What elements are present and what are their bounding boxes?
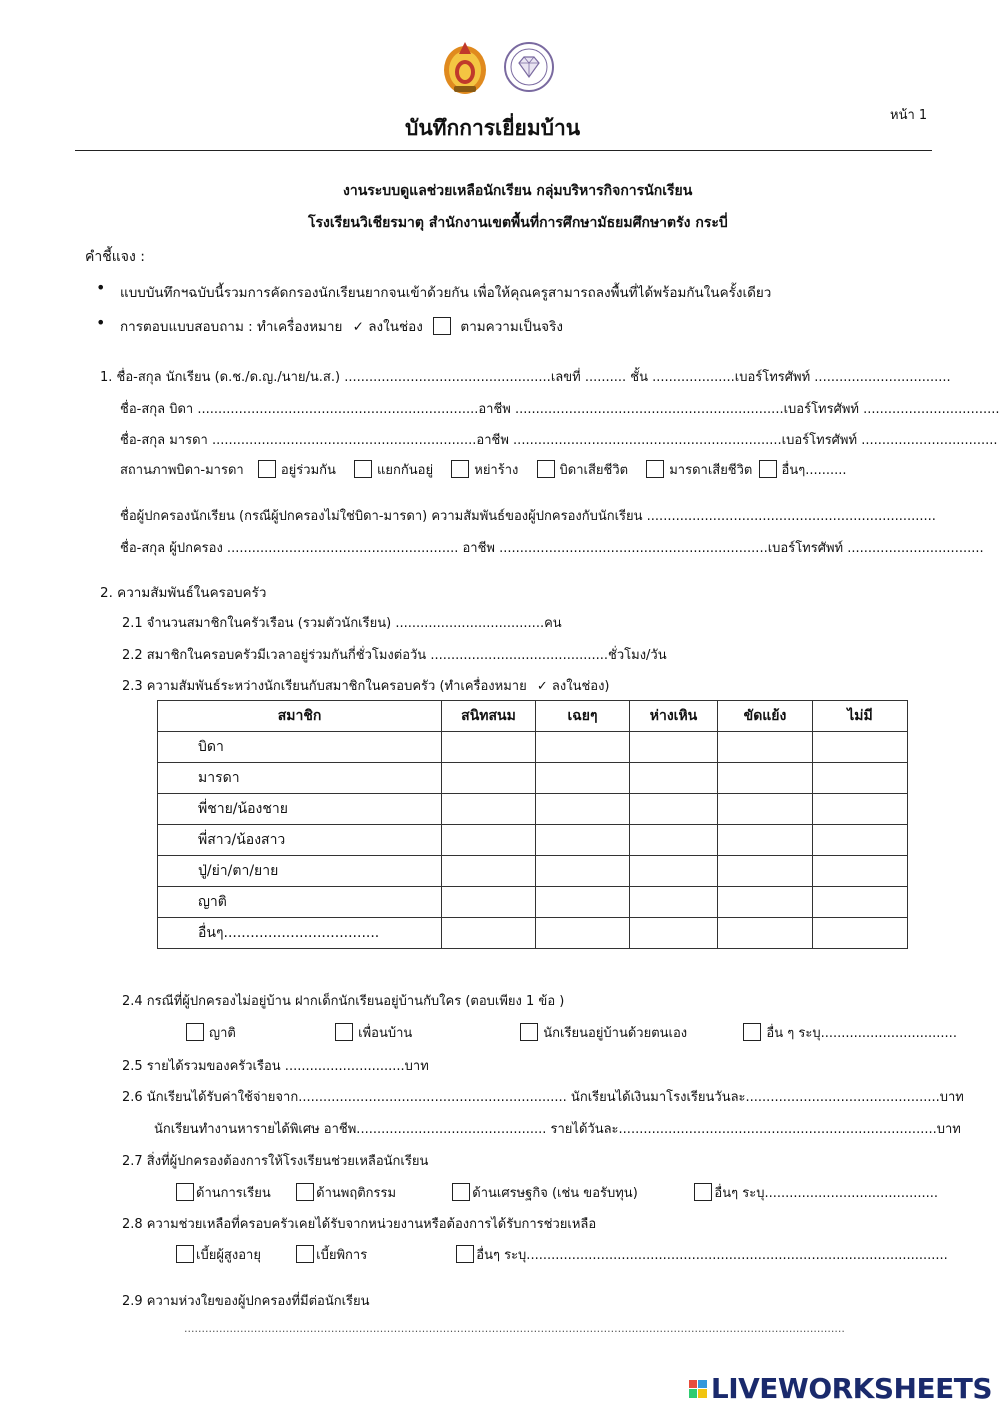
help-checkbox[interactable]	[694, 1183, 712, 1201]
status-option: อยู่ร่วมกัน	[280, 463, 336, 478]
household-income-row[interactable]: 2.5 รายได้รวมของครัวเรือน .............................บาท	[122, 1059, 429, 1074]
caretaker-option: เพื่อนบ้าน	[358, 1026, 413, 1041]
caretaker-checkbox[interactable]	[335, 1023, 353, 1041]
relationship-table	[157, 700, 908, 949]
guardian-relation-row[interactable]: ชื่อผู้ปกครองนักเรียน (กรณีผู้ปกครองไม่ใช่บิดา-มารดา) ความสัมพันธ์ของผู้ปกครองกับนักเรียน ......................................................................	[120, 509, 936, 524]
table-cell[interactable]	[442, 794, 536, 825]
table-cell[interactable]	[630, 918, 718, 949]
liveworksheets-watermark	[689, 1372, 992, 1405]
table-cell[interactable]	[442, 856, 536, 887]
table-cell[interactable]	[536, 856, 630, 887]
school-emblem-logo	[440, 38, 490, 96]
help-checkbox[interactable]	[296, 1183, 314, 1201]
checkmark-icon: ✓	[536, 679, 548, 694]
caretaker-option[interactable]: อื่น ๆ ระบุ.................................	[766, 1026, 957, 1041]
status-checkbox[interactable]	[537, 460, 555, 478]
bullet-icon: •	[96, 278, 106, 297]
status-option: บิดาเสียชีวิต	[559, 463, 629, 478]
table-cell[interactable]	[813, 794, 908, 825]
table-cell[interactable]	[718, 732, 813, 763]
column-header: สมาชิก	[158, 701, 442, 732]
member-name: มารดา	[158, 763, 442, 794]
aid-option[interactable]: อื่นๆ ระบุ......................................................................................................	[476, 1248, 948, 1263]
table-cell[interactable]	[442, 825, 536, 856]
diamond-seal-logo	[503, 41, 555, 93]
member-name: ปู่/ย่า/ตา/ยาย	[158, 856, 442, 887]
table-row	[158, 825, 908, 856]
relationship-heading-text: 2.3 ความสัมพันธ์ระหว่างนักเรียนกับสมาชิกในครอบครัว (ทำเครื่องหมาย	[122, 679, 527, 694]
example-checkbox	[433, 317, 451, 335]
table-cell[interactable]	[718, 887, 813, 918]
member-name: พี่สาว/น้องสาว	[158, 825, 442, 856]
subtitle-department: งานระบบดูแลช่วยเหลือนักเรียน กลุ่มบริหารกิจการนักเรียน	[343, 183, 693, 199]
caretaker-options	[186, 1022, 957, 1043]
school-help-question: 2.7 สิ่งที่ผู้ปกครองต้องการให้โรงเรียนช่วยเหลือนักเรียน	[122, 1154, 429, 1169]
table-row	[158, 856, 908, 887]
aid-option: เบี้ยพิการ	[316, 1248, 368, 1263]
status-checkbox[interactable]	[354, 460, 372, 478]
table-cell[interactable]	[630, 763, 718, 794]
table-cell[interactable]	[630, 887, 718, 918]
table-cell[interactable]	[813, 856, 908, 887]
help-option: ด้านเศรษฐกิจ (เช่น ขอรับทุน)	[472, 1186, 638, 1201]
status-option: หย่าร้าง	[474, 463, 519, 478]
father-name-row[interactable]: ชื่อ-สกุล บิดา ....................................................................อาชีพ .................................................................เบอร์โทรศัพท์ .................................	[120, 402, 1000, 417]
instruction-bullet-2-text-b: ลงในช่อง	[368, 319, 423, 335]
instruction-bullet-2	[120, 315, 563, 337]
column-header: เฉยๆ	[536, 701, 630, 732]
table-cell[interactable]	[718, 918, 813, 949]
table-cell[interactable]	[442, 918, 536, 949]
family-time-row[interactable]: 2.2 สมาชิกในครอบครัวมีเวลาอยู่ร่วมกันกี่ชั่วโมงต่อวัน ...........................................ชั่วโมง/วัน	[122, 648, 667, 663]
table-row	[158, 918, 908, 949]
table-row	[158, 763, 908, 794]
relationship-heading-text-b: ลงในช่อง)	[551, 679, 610, 694]
table-cell[interactable]	[442, 732, 536, 763]
table-cell[interactable]	[813, 918, 908, 949]
table-cell[interactable]	[718, 763, 813, 794]
caretaker-checkbox[interactable]	[520, 1023, 538, 1041]
received-aid-options	[176, 1244, 948, 1265]
help-option: ด้านการเรียน	[196, 1186, 271, 1201]
caretaker-question: 2.4 กรณีที่ผู้ปกครองไม่อยู่บ้าน ฝากเด็กนักเรียนอยู่บ้านกับใคร (ตอบเพียง 1 ข้อ )	[122, 994, 565, 1009]
expenses-source-row[interactable]: 2.6 นักเรียนได้รับค่าใช้จ่ายจาก................................................................. นักเรียนได้เงินมาโรงเรียนวันละ...............................................บาท	[122, 1090, 964, 1105]
table-cell[interactable]	[813, 763, 908, 794]
status-option: มารดาเสียชีวิต	[669, 463, 753, 478]
help-option[interactable]: อื่นๆ ระบุ..........................................	[714, 1186, 939, 1201]
caretaker-checkbox[interactable]	[743, 1023, 761, 1041]
table-cell[interactable]	[718, 794, 813, 825]
column-header: ห่างเหิน	[630, 701, 718, 732]
table-header-row	[158, 701, 908, 732]
student-name-row[interactable]: 1. ชื่อ-สกุล นักเรียน (ด.ช./ด.ญ./นาย/น.ส.) ..................................................เลขที่ .......... ชั้น ....................เบอร์โทรศัพท์ .................................	[100, 370, 951, 385]
table-cell[interactable]	[813, 732, 908, 763]
column-header: ขัดแย้ง	[718, 701, 813, 732]
table-row	[158, 887, 908, 918]
parent-status-row	[120, 459, 847, 480]
table-cell[interactable]	[630, 794, 718, 825]
page-number: หน้า 1	[890, 108, 928, 123]
liveworksheets-icon	[689, 1380, 707, 1398]
received-aid-question: 2.8 ความช่วยเหลือที่ครอบครัวเคยได้รับจากหน่วยงานหรือต้องการได้รับการช่วยเหลือ	[122, 1217, 597, 1232]
table-cell[interactable]	[813, 825, 908, 856]
member-name: บิดา	[158, 732, 442, 763]
table-row	[158, 732, 908, 763]
status-option: แยกกันอยู่	[377, 463, 434, 478]
school-help-options	[176, 1182, 938, 1203]
liveworksheets-brand: LIVEWORKSHEETS	[710, 1372, 992, 1405]
table-cell[interactable]	[442, 887, 536, 918]
status-option: อื่นๆ..........	[781, 463, 847, 478]
table-cell[interactable]	[536, 794, 630, 825]
help-checkbox[interactable]	[452, 1183, 470, 1201]
page-title: บันทึกการเยี่ยมบ้าน	[405, 116, 581, 140]
instruction-bullet-2-text-c: ตามความเป็นจริง	[460, 319, 563, 335]
help-checkbox[interactable]	[176, 1183, 194, 1201]
table-cell[interactable]	[630, 732, 718, 763]
table-cell[interactable]	[536, 732, 630, 763]
column-header: สนิทสนม	[442, 701, 536, 732]
status-checkbox[interactable]	[759, 460, 777, 478]
table-cell[interactable]	[536, 825, 630, 856]
member-name[interactable]: อื่นๆ...................................	[158, 918, 442, 949]
instructions-heading: คำชี้แจง :	[85, 249, 145, 265]
table-row	[158, 794, 908, 825]
checkmark-icon: ✓	[352, 319, 364, 335]
parent-status-label: สถานภาพบิดา-มารดา	[120, 463, 244, 478]
help-option: ด้านพฤติกรรม	[316, 1186, 397, 1201]
extra-income-row[interactable]: นักเรียนทำงานหารายได้พิเศษ อาชีพ.............................................. รายได้วันละ.............................................................................บาท	[154, 1122, 961, 1137]
member-name: พี่ชาย/น้องชาย	[158, 794, 442, 825]
bullet-icon: •	[96, 313, 106, 332]
table-cell[interactable]	[536, 763, 630, 794]
guardian-concern-line[interactable]: .............................................................................................................................................................................................	[184, 1322, 845, 1335]
table-cell[interactable]	[536, 918, 630, 949]
aid-checkbox[interactable]	[176, 1245, 194, 1263]
status-checkbox[interactable]	[258, 460, 276, 478]
table-cell[interactable]	[442, 763, 536, 794]
table-cell[interactable]	[813, 887, 908, 918]
header-divider	[75, 150, 932, 151]
guardian-name-row[interactable]: ชื่อ-สกุล ผู้ปกครอง ........................................................ อาชีพ .................................................................เบอร์โทรศัพท์ .................................	[120, 541, 984, 556]
aid-option: เบี้ยผู้สูงอายุ	[196, 1248, 261, 1263]
caretaker-option: ญาติ	[209, 1026, 236, 1041]
section2-heading: 2. ความสัมพันธ์ในครอบครัว	[100, 585, 267, 601]
aid-checkbox[interactable]	[456, 1245, 474, 1263]
relationship-heading	[122, 675, 610, 696]
household-members-row[interactable]: 2.1 จำนวนสมาชิกในครัวเรือน (รวมตัวนักเรียน) ....................................คน	[122, 616, 562, 631]
caretaker-checkbox[interactable]	[186, 1023, 204, 1041]
table-cell[interactable]	[536, 887, 630, 918]
instruction-bullet-1: แบบบันทึกฯฉบับนี้รวมการคัดกรองนักเรียนยากจนเข้าด้วยกัน เพื่อให้คุณครูสามารถลงพื้นที่ได้พร้อมกันในครั้งเดียว	[120, 285, 772, 301]
table-cell[interactable]	[718, 856, 813, 887]
aid-checkbox[interactable]	[296, 1245, 314, 1263]
table-cell[interactable]	[718, 825, 813, 856]
column-header: ไม่มี	[813, 701, 908, 732]
status-checkbox[interactable]	[646, 460, 664, 478]
table-cell[interactable]	[630, 856, 718, 887]
subtitle-school: โรงเรียนวิเชียรมาตุ สำนักงานเขตพื้นที่การศึกษามัธยมศึกษาตรัง กระบี่	[308, 215, 728, 231]
caretaker-option: นักเรียนอยู่บ้านด้วยตนเอง	[543, 1026, 688, 1041]
mother-name-row[interactable]: ชื่อ-สกุล มารดา ................................................................อาชีพ .................................................................เบอร์โทรศัพท์ .................................	[120, 433, 998, 448]
table-cell[interactable]	[630, 825, 718, 856]
instruction-bullet-2-text: การตอบแบบสอบถาม : ทำเครื่องหมาย	[120, 319, 343, 335]
status-checkbox[interactable]	[451, 460, 469, 478]
guardian-concern-question: 2.9 ความห่วงใยของผู้ปกครองที่มีต่อนักเรียน	[122, 1294, 370, 1309]
member-name: ญาติ	[158, 887, 442, 918]
